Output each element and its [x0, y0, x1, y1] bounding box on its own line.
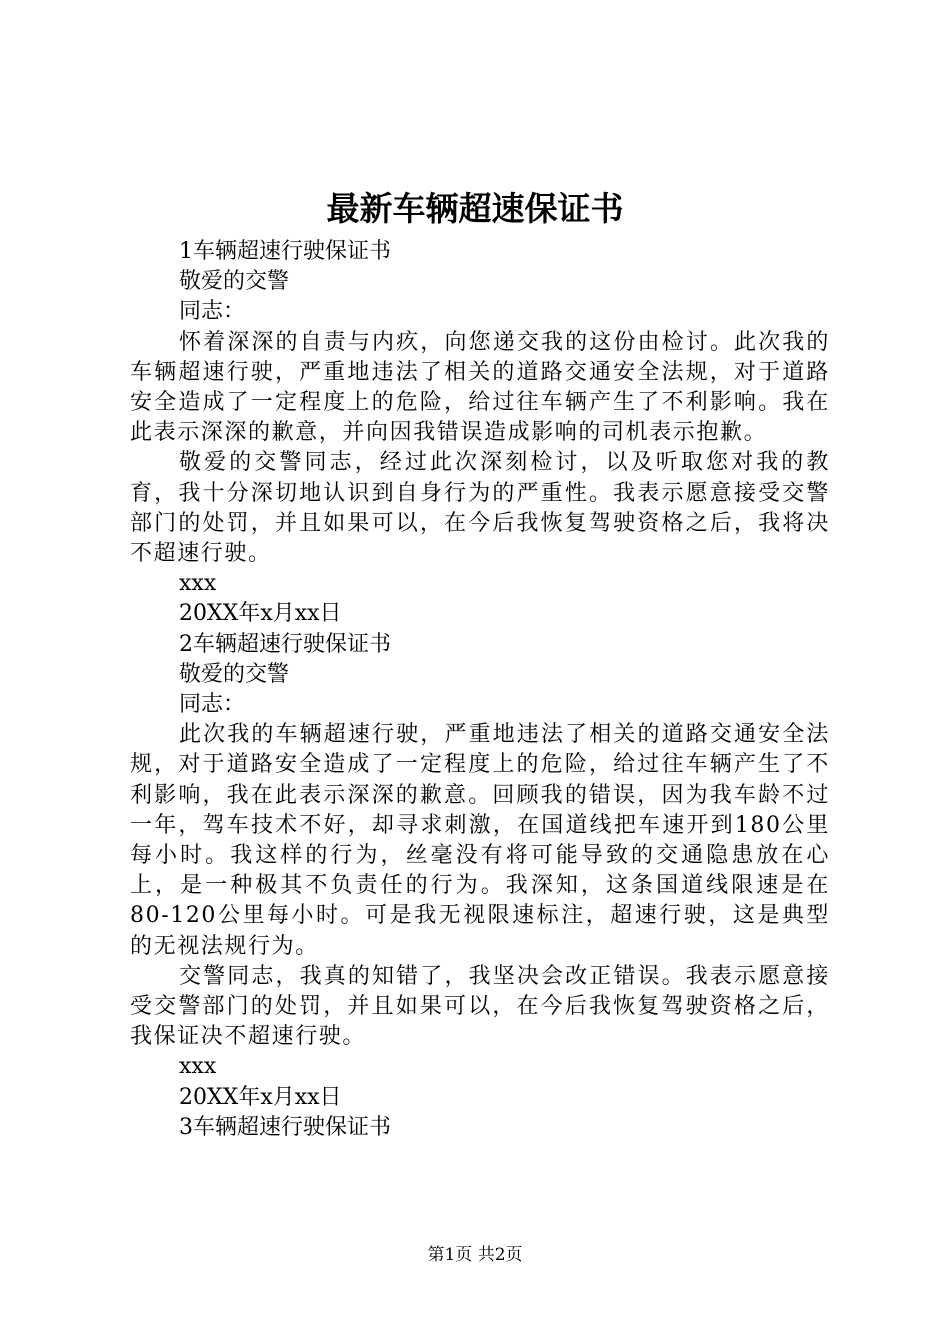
section1-salutation: 敬爱的交警 [179, 269, 290, 295]
section1-salutation-continued: 同志： [179, 299, 246, 325]
section1-date: 20XX年x月xx日 [179, 601, 342, 627]
section2-paragraph-2: 交警同志，我真的知错了，我坚决会改正错误。我表示愿意接受交警部门的处罚，并且如果可以，在今后我恢复驾驶资格之后，我保证决不超速行驶。 [130, 963, 830, 1050]
section2-paragraph-1: 此次我的车辆超速行驶，严重地违法了相关的道路交通安全法规，对于道路安全造成了一定程度上的危险，给过往车辆产生了不利影响，我在此表示深深的歉意。回顾我的错误，因为我车龄不过一年，驾车技术不好，却寻求刺激，在国道线把车速开到180公里每小时。我这样的行为，丝毫没有将可能导致的交通隐患放在心上，是一种极其不负责任的行为。我深知，这条国道线限速是在80-120公里每小时。可是我无视限速标注，超速行驶，这是典型的无视法规行为。 [130, 722, 830, 959]
section2-salutation-continued: 同志： [179, 692, 246, 718]
section1-signature: xxx [179, 571, 217, 597]
document-title: 最新车辆超速保证书 [326, 189, 624, 228]
section1-paragraph-1: 怀着深深的自责与内疚，向您递交我的这份由检讨。此次我的车辆超速行驶，严重地违法了相关的道路交通安全法规，对于道路安全造成了一定程度上的危险，给过往车辆产生了不利影响。我在此表示深深的歉意，并向因我错误造成影响的司机表示抱歉。 [130, 329, 830, 446]
section1-heading: 1车辆超速行驶保证书 [179, 239, 391, 264]
document-body [130, 237, 830, 1143]
section3-heading: 3车辆超速行驶保证书 [179, 1114, 391, 1140]
page-number-footer: 第1页 共2页 [427, 1245, 523, 1265]
section1-paragraph-2: 敬爱的交警同志，经过此次深刻检讨，以及听取您对我的教育，我十分深切地认识到自身行为的严重性。我表示愿意接受交警部门的处罚，并且如果可以，在今后我恢复驾驶资格之后，我将决不超速行驶。 [130, 450, 830, 567]
section2-salutation: 敬爱的交警 [179, 661, 290, 687]
section2-signature: xxx [179, 1054, 217, 1080]
section2-heading: 2车辆超速行驶保证书 [179, 631, 391, 657]
section2-date: 20XX年x月xx日 [179, 1084, 342, 1110]
